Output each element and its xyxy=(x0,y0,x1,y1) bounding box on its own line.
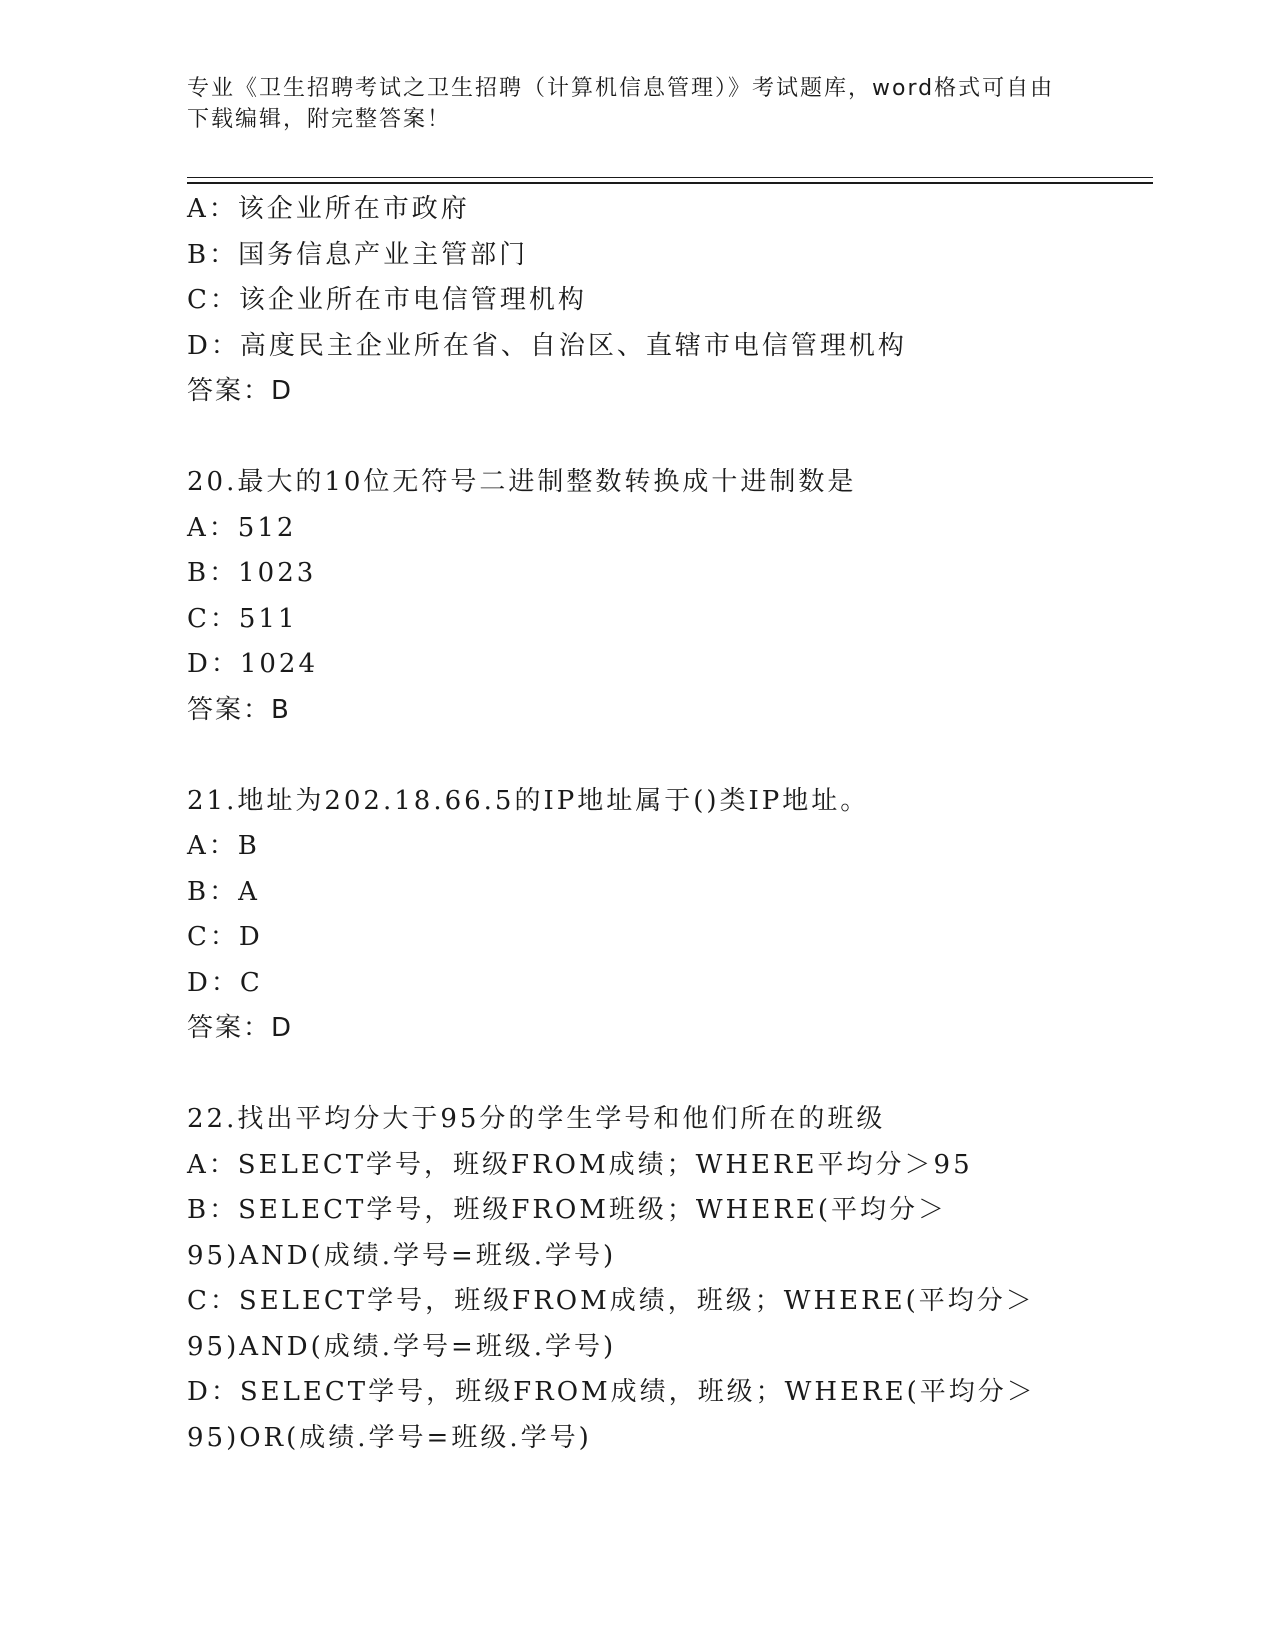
header-divider-thick xyxy=(187,182,1153,184)
option-c: C：D xyxy=(187,922,263,952)
option-c: C：该企业所在市电信管理机构 xyxy=(187,285,587,315)
option-c: C：SELECT学号，班级FROM成绩，班级；WHERE(平均分＞95)AND(成绩.学号=班级.学号) xyxy=(187,1286,1035,1362)
question-content xyxy=(187,187,1087,1461)
answer-line: 答案：D xyxy=(187,376,294,406)
answer-line: 答案：D xyxy=(187,1013,294,1043)
option-a: A：该企业所在市政府 xyxy=(187,194,470,224)
question-stem: 21.地址为202.18.66.5的IP地址属于()类IP地址。 xyxy=(187,785,870,816)
option-d: D：C xyxy=(187,967,263,998)
document-header: 专业《卫生招聘考试之卫生招聘（计算机信息管理）》考试题库，word格式可自由下载编辑，附完整答案！ xyxy=(187,76,1055,132)
question-20 xyxy=(187,460,1087,733)
option-b: B：国务信息产业主管部门 xyxy=(187,239,529,270)
question-22 xyxy=(187,1097,1087,1461)
question-21 xyxy=(187,779,1087,1052)
option-a: A：512 xyxy=(187,512,297,543)
question-19-continued xyxy=(187,187,1087,415)
option-a: A：B xyxy=(187,831,260,861)
option-d: D：高度民主企业所在省、自治区、直辖市电信管理机构 xyxy=(187,330,907,361)
option-d: D：1024 xyxy=(187,649,319,679)
option-b: B：A xyxy=(187,876,260,907)
option-b: B：1023 xyxy=(187,558,317,588)
spacer xyxy=(187,1052,1087,1098)
header-divider-thin xyxy=(187,177,1153,178)
question-stem: 20.最大的10位无符号二进制整数转换成十进制数是 xyxy=(187,467,857,497)
answer-line: 答案：B xyxy=(187,694,291,725)
spacer xyxy=(187,415,1087,461)
option-c: C：511 xyxy=(187,603,298,634)
question-stem: 22.找出平均分大于95分的学生学号和他们所在的班级 xyxy=(187,1104,886,1134)
option-a: A：SELECT学号，班级FROM成绩；WHERE平均分＞95 xyxy=(187,1149,973,1180)
option-b: B：SELECT学号，班级FROM班级；WHERE(平均分＞95)AND(成绩.学号=班级.学号) xyxy=(187,1195,948,1271)
spacer xyxy=(187,733,1087,779)
option-d: D：SELECT学号，班级FROM成绩，班级；WHERE(平均分＞95)OR(成绩.学号=班级.学号) xyxy=(187,1377,1036,1453)
